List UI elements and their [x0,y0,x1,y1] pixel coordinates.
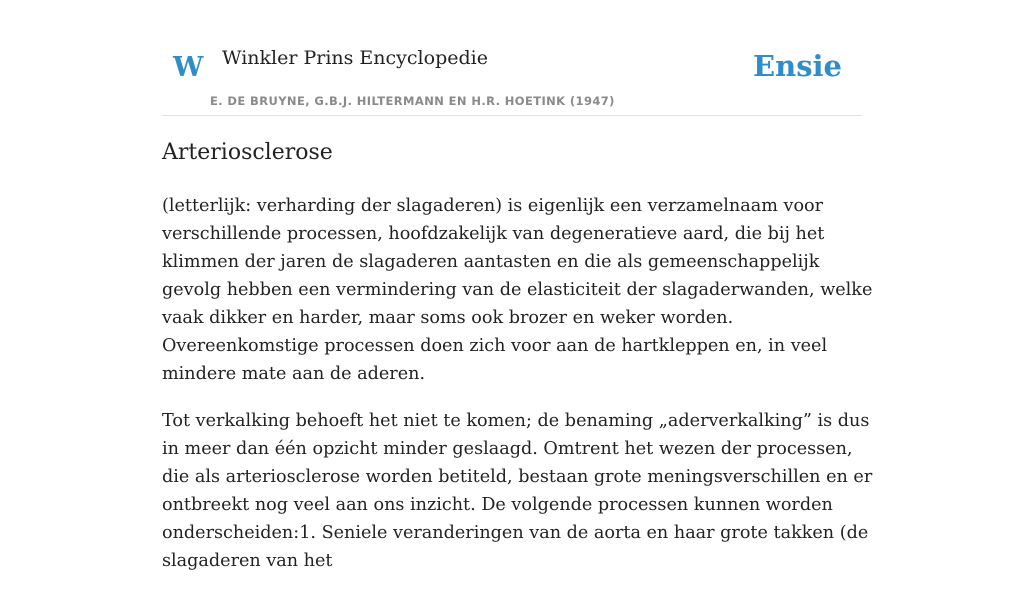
article-paragraph-1: (letterlijk: verharding der slagaderen) is eigenlijk een verzamelnaam voor verschillende processen, hoofdzakelijk van degeneratieve aard, die bij het klimmen der jaren de slagaderen aantasten en die als gemeenschappelijk gevolg hebben een vermindering van de elasticiteit der slagaderwanden, welke vaak dikker en harder, maar soms ook brozer en weker worden. Overeenkomstige processen doen zich voor aan de hartkleppen en, in veel mindere mate aan de aderen. [162,196,873,384]
site-header [162,40,862,116]
article-body [162,192,874,594]
winkler-prins-logo[interactable]: W [173,52,204,83]
authors-line: E. DE BRUYNE, G.B.J. HILTERMANN EN H.R. HOETINK (1947) [210,94,615,108]
site-title[interactable]: Winkler Prins Encyclopedie [222,47,488,69]
article-paragraph-2: Tot verkalking behoeft het niet te komen; de benaming „aderverkalking” is dus in meer dan één opzicht minder geslaagd. Omtrent het wezen der processen, die als arteriosclerose worden betiteld, bestaan grote meningsverschillen en er ontbreekt nog veel aan ons inzicht. De volgende processen kunnen worden onderscheiden:1. Seniele veranderingen van de aorta en haar grote takken (de slagaderen van het [162,411,873,571]
ensie-brand-logo[interactable]: Ensie [753,49,842,83]
article-title: Arteriosclerose [162,140,333,165]
